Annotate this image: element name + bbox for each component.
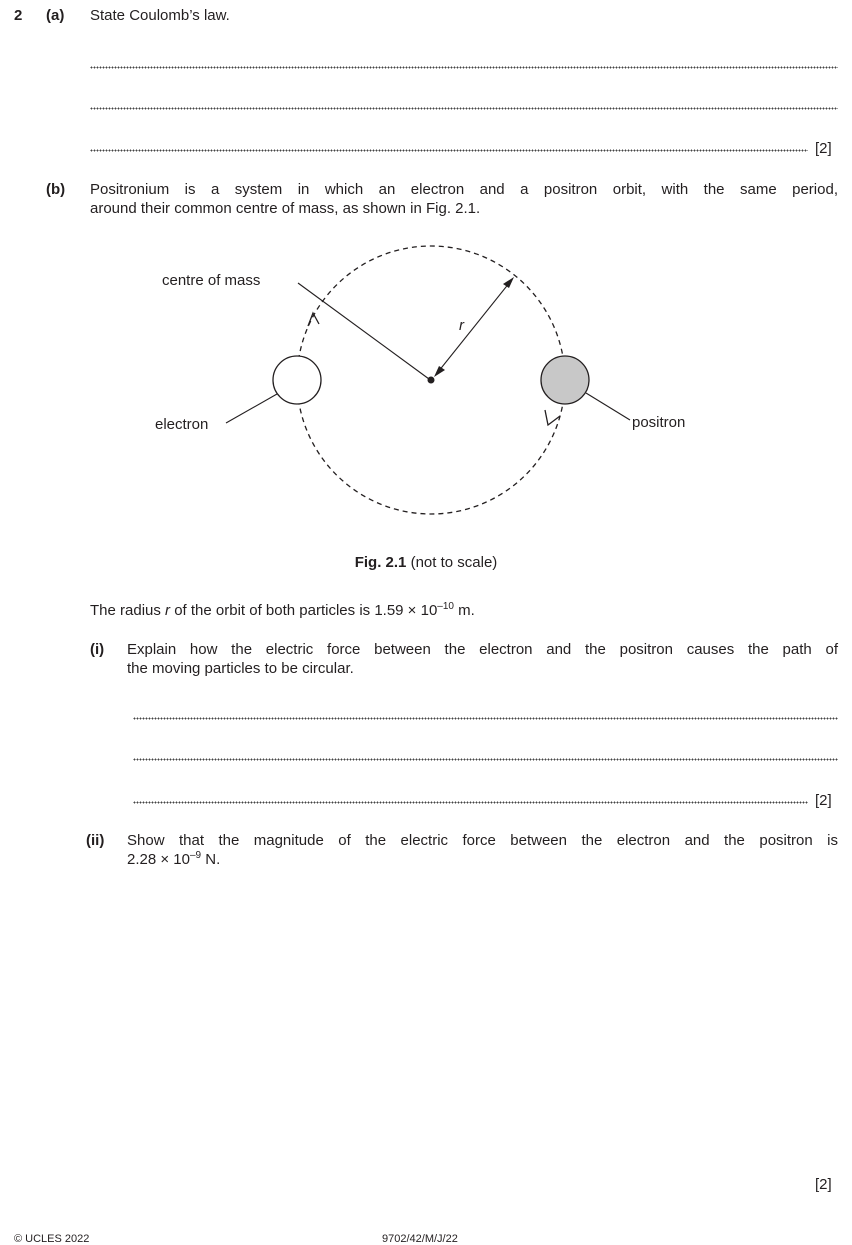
radius-unit: m.: [453, 602, 475, 619]
figure-caption: [0, 554, 852, 571]
answer-line[interactable]: [90, 103, 838, 113]
figure-caption-label: Fig. 2.1: [354, 554, 407, 571]
label-centre-of-mass: centre of mass: [162, 272, 261, 289]
force-unit: N.: [201, 851, 221, 868]
radius-arrowhead-outer-icon: [503, 277, 514, 288]
answer-line[interactable]: [133, 713, 838, 723]
sub-ii-label: (ii): [86, 832, 105, 849]
positron-leader: [586, 393, 630, 420]
force-exponent: –9: [189, 850, 202, 861]
part-a-prompt: State Coulomb’s law.: [90, 7, 230, 24]
sub-ii-line1: Show that the magnitude of the electric force between the electron and the positron is: [127, 832, 838, 849]
label-radius: r: [459, 317, 464, 334]
footer-code: 9702/42/M/J/22: [382, 1233, 458, 1245]
sub-i-label: (i): [90, 641, 105, 658]
radius-arrowhead-inner-icon: [434, 366, 445, 377]
radius-variable: r: [165, 602, 171, 619]
sub-i-marks: [2]: [815, 792, 832, 809]
radius-exponent: –10: [437, 601, 454, 612]
radius-statement: [90, 602, 475, 619]
sub-ii-line2: [127, 851, 220, 868]
figure-caption-note: (not to scale): [406, 554, 498, 571]
sub-ii-marks: [2]: [815, 1176, 832, 1193]
figure-2-1: [0, 230, 852, 550]
sub-i-line2: the moving particles to be circular.: [127, 660, 354, 677]
answer-line[interactable]: [90, 145, 808, 155]
electron-leader: [226, 394, 277, 423]
footer-copyright: © UCLES 2022: [14, 1233, 90, 1245]
answer-line[interactable]: [133, 754, 838, 764]
label-electron: electron: [155, 416, 209, 433]
positron-circle: [541, 356, 589, 404]
radius-text-start: The radius: [90, 602, 166, 619]
radius-arrow: [438, 282, 510, 372]
question-number: 2: [14, 7, 23, 24]
electron-circle: [273, 356, 321, 404]
sub-i-line1: Explain how the electric force between the electron and the positron causes the path of: [127, 641, 838, 658]
part-a-label: (a): [46, 7, 65, 24]
force-value: 2.28 × 10: [127, 851, 190, 868]
radius-text-value: of the orbit of both particles is 1.59 × 10: [170, 602, 438, 619]
part-b-label: (b): [46, 181, 66, 198]
centre-of-mass-leader: [298, 283, 429, 379]
part-a-marks: [2]: [815, 140, 832, 157]
part-b-intro-line1: Positronium is a system in which an electron and a positron orbit, with the same period,: [90, 181, 838, 198]
centre-of-mass-dot: [428, 377, 435, 384]
answer-line[interactable]: [90, 62, 838, 72]
label-positron: positron: [632, 414, 686, 431]
orbit-arrow-down-icon: [545, 410, 560, 425]
answer-line[interactable]: [133, 797, 808, 807]
part-b-intro-line2: around their common centre of mass, as shown in Fig. 2.1.: [90, 200, 481, 217]
